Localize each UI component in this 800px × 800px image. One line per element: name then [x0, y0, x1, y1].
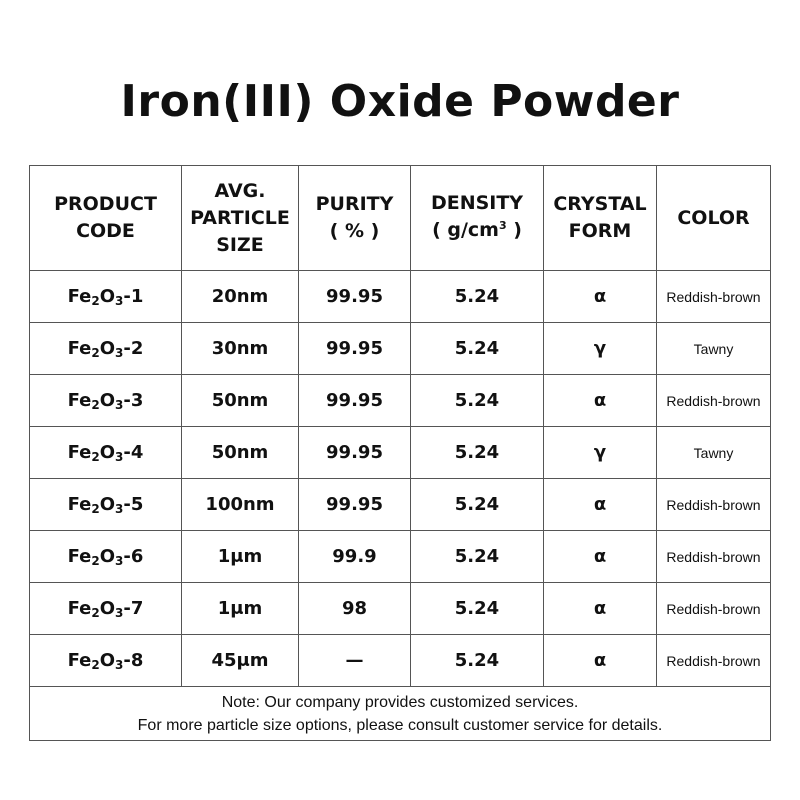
purity-cell: 99.9: [299, 531, 411, 583]
note-cell: [30, 687, 771, 741]
header-row: [30, 166, 771, 271]
table-row: [30, 583, 771, 635]
header-density: DENSITY ( $g/cm^3$ ): [411, 166, 544, 271]
purity-cell: 99.95: [299, 375, 411, 427]
color-cell: Tawny: [657, 323, 771, 375]
crystal-form-cell: γ: [544, 323, 657, 375]
purity-cell: —: [299, 635, 411, 687]
table-row: [30, 531, 771, 583]
color-cell: Reddish-brown: [657, 635, 771, 687]
crystal-form-cell: α: [544, 271, 657, 323]
table-row: [30, 271, 771, 323]
density-cell: 5.24: [411, 427, 544, 479]
table-row: [30, 635, 771, 687]
table-row: [30, 427, 771, 479]
purity-cell: 99.95: [299, 323, 411, 375]
density-cell: 5.24: [411, 583, 544, 635]
table-body: [30, 271, 771, 687]
table-row: [30, 479, 771, 531]
purity-cell: 99.95: [299, 479, 411, 531]
density-cell: 5.24: [411, 479, 544, 531]
note-line: For more particle size options, please consult customer service for details.: [137, 716, 663, 734]
product-code-cell: Fe2O3-2: [30, 323, 182, 375]
purity-cell: 99.95: [299, 271, 411, 323]
crystal-form-cell: α: [544, 531, 657, 583]
density-cell: 5.24: [411, 635, 544, 687]
color-cell: Reddish-brown: [657, 375, 771, 427]
note-line: Note: Our company provides customized services.: [221, 693, 579, 711]
purity-cell: 98: [299, 583, 411, 635]
product-code-cell: Fe2O3-1: [30, 271, 182, 323]
density-cell: 5.24: [411, 271, 544, 323]
color-cell: Reddish-brown: [657, 271, 771, 323]
page-title: Iron(III) Oxide Powder: [120, 76, 680, 127]
product-code-cell: Fe2O3-5: [30, 479, 182, 531]
particle-size-cell: 45μm: [182, 635, 299, 687]
product-code-cell: Fe2O3-7: [30, 583, 182, 635]
particle-size-cell: 1μm: [182, 583, 299, 635]
particle-size-cell: 50nm: [182, 375, 299, 427]
color-cell: Reddish-brown: [657, 531, 771, 583]
color-cell: Reddish-brown: [657, 583, 771, 635]
header-particle-size: AVG. PARTICLE SIZE: [182, 166, 299, 271]
particle-size-cell: 50nm: [182, 427, 299, 479]
particle-size-cell: 20nm: [182, 271, 299, 323]
header-color: COLOR: [657, 166, 771, 271]
density-cell: 5.24: [411, 375, 544, 427]
crystal-form-cell: α: [544, 635, 657, 687]
crystal-form-cell: γ: [544, 427, 657, 479]
density-cell: 5.24: [411, 531, 544, 583]
product-spec-table: [29, 165, 771, 741]
product-code-cell: Fe2O3-4: [30, 427, 182, 479]
particle-size-cell: 30nm: [182, 323, 299, 375]
crystal-form-cell: α: [544, 479, 657, 531]
product-code-cell: Fe2O3-6: [30, 531, 182, 583]
table-row: [30, 323, 771, 375]
color-cell: Reddish-brown: [657, 479, 771, 531]
density-cell: 5.24: [411, 323, 544, 375]
color-cell: Tawny: [657, 427, 771, 479]
particle-size-cell: 100nm: [182, 479, 299, 531]
product-code-cell: Fe2O3-3: [30, 375, 182, 427]
table-row: [30, 375, 771, 427]
header-purity: PURITY ( % ): [299, 166, 411, 271]
note-row: [30, 687, 771, 741]
crystal-form-cell: α: [544, 583, 657, 635]
header-crystal-form: CRYSTAL FORM: [544, 166, 657, 271]
product-code-cell: Fe2O3-8: [30, 635, 182, 687]
particle-size-cell: 1μm: [182, 531, 299, 583]
header-product-code: PRODUCT CODE: [30, 166, 182, 271]
purity-cell: 99.95: [299, 427, 411, 479]
crystal-form-cell: α: [544, 375, 657, 427]
